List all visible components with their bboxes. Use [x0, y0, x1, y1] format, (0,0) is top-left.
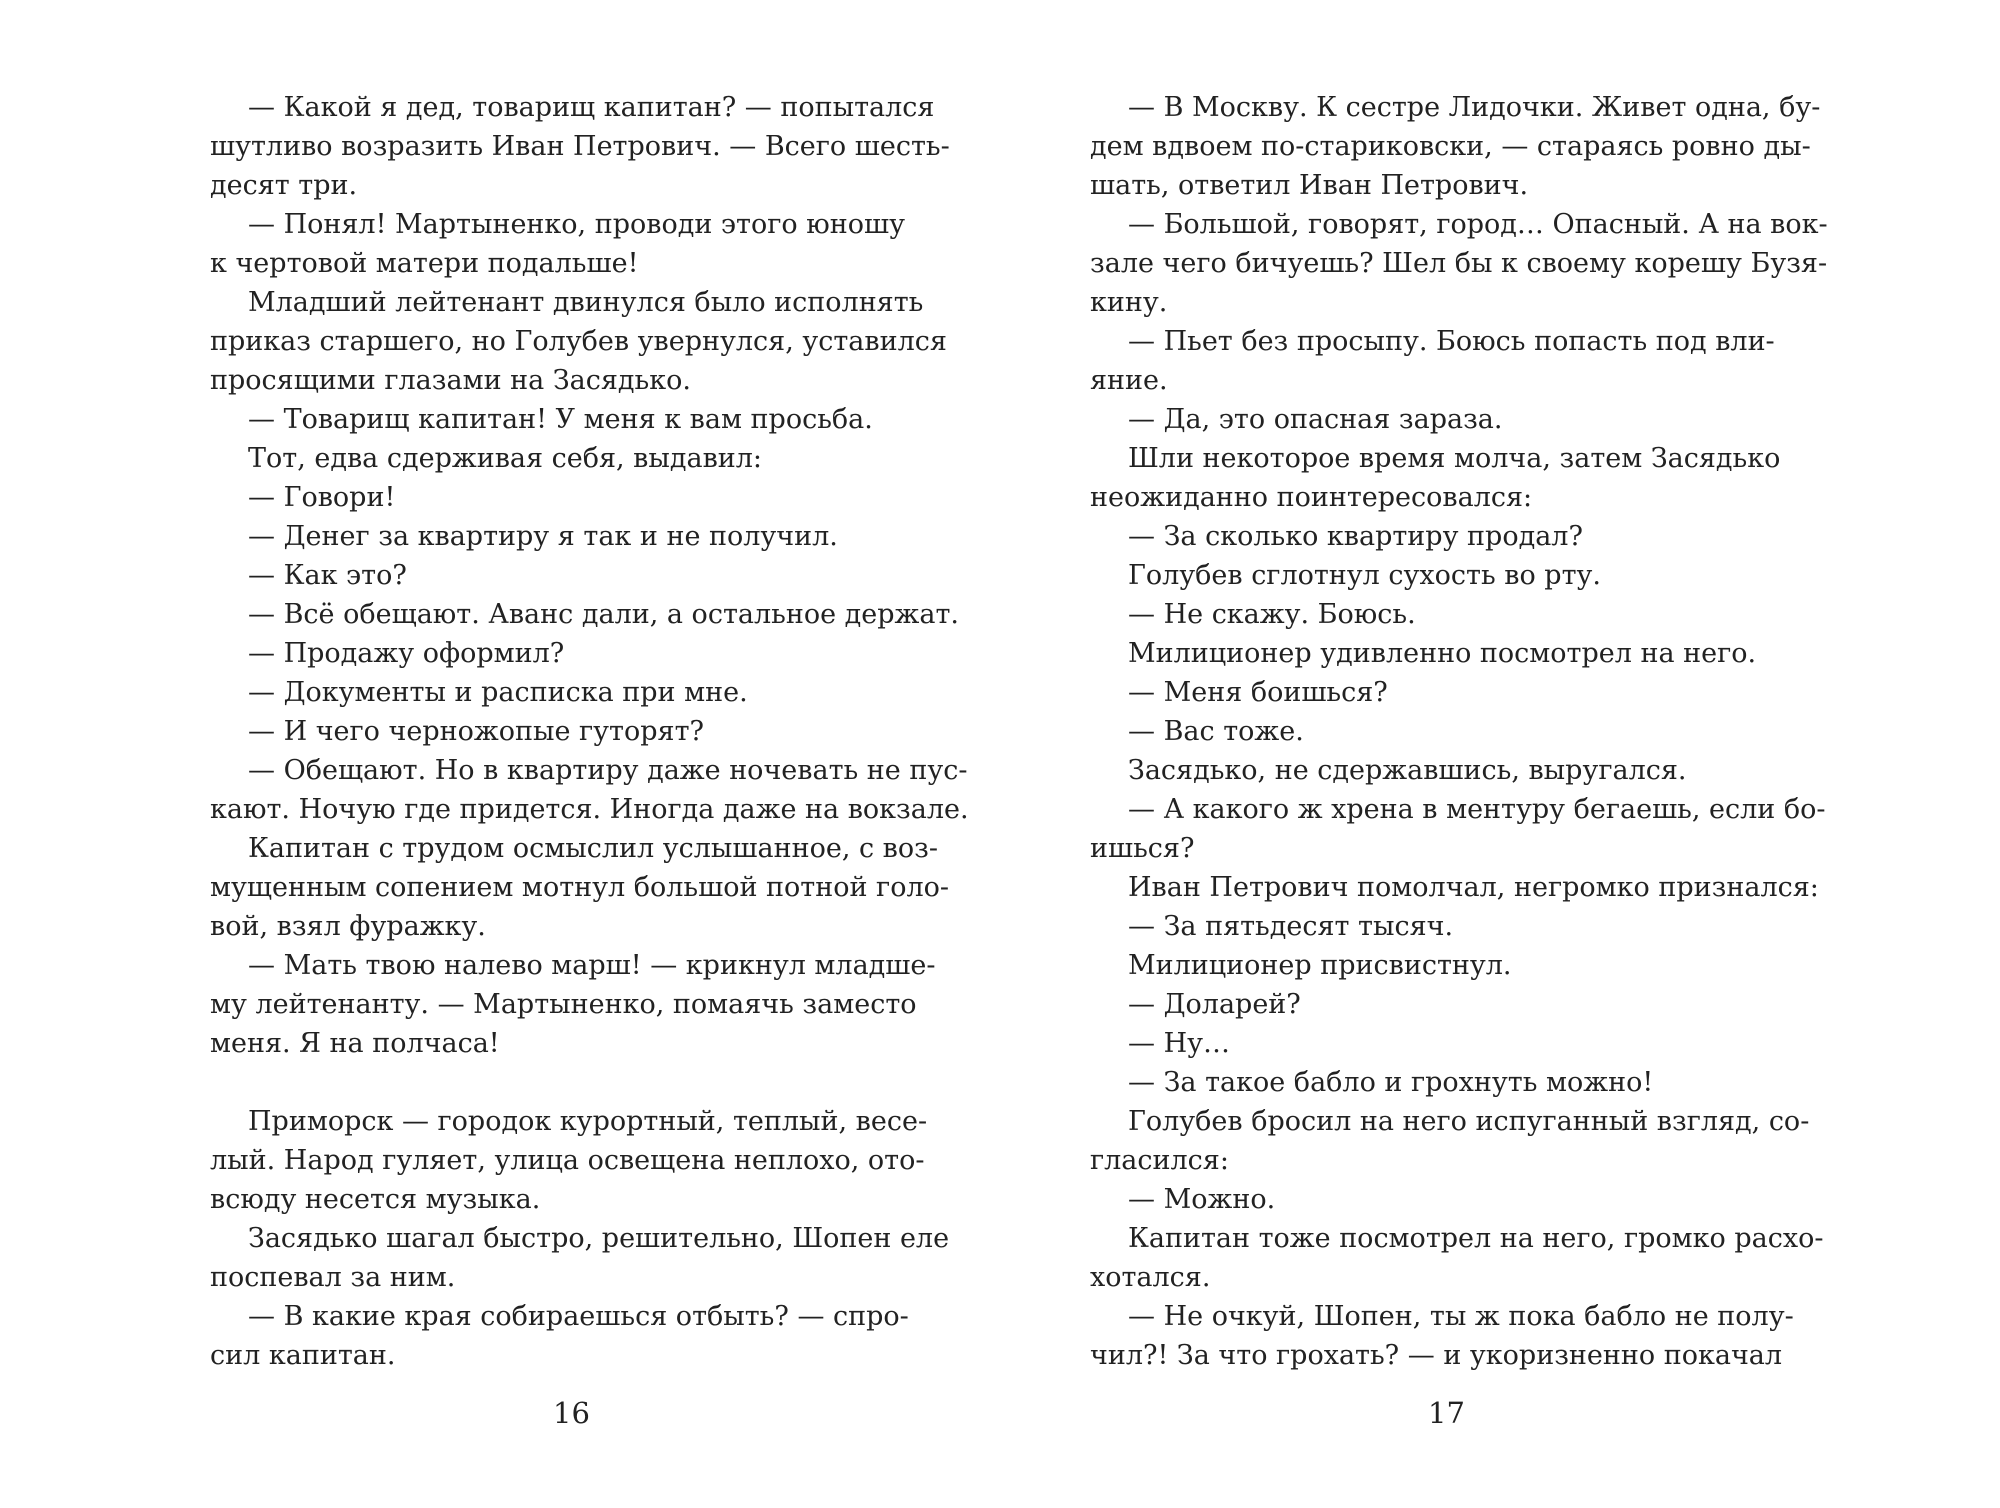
- text-line: Младший лейтенант двинулся было исполнять: [248, 287, 924, 318]
- text-line: неожиданно поинтересовался:: [1090, 482, 1533, 513]
- text-line: Капитан тоже посмотрел на него, громко расхо-: [1128, 1223, 1824, 1254]
- text-line: — Говори!: [248, 482, 396, 513]
- text-line: — Можно.: [1128, 1184, 1276, 1215]
- text-line: Тот, едва сдерживая себя, выдавил:: [248, 443, 763, 474]
- text-line: Засядько шагал быстро, решительно, Шопен еле: [248, 1223, 950, 1254]
- text-line: чил?! За что грохать? — и укоризненно покачал: [1090, 1340, 1783, 1371]
- text-line: ишься?: [1090, 833, 1195, 864]
- text-line: лый. Народ гуляет, улица освещена неплохо, ото-: [210, 1145, 925, 1176]
- text-line: Капитан с трудом осмыслил услышанное, с воз-: [248, 833, 938, 864]
- text-line: — Мать твою налево марш! — крикнул младше-: [248, 950, 936, 981]
- text-line: Иван Петрович помолчал, негромко признался:: [1128, 872, 1819, 903]
- left-page: [210, 88, 969, 1375]
- text-line: кину.: [1090, 287, 1168, 318]
- text-line: десят три.: [210, 170, 358, 201]
- text-line: — Товарищ капитан! У меня к вам просьба.: [248, 404, 873, 435]
- text-line: — Какой я дед, товарищ капитан? — попытался: [248, 92, 935, 123]
- text-line: — Вас тоже.: [1128, 716, 1304, 747]
- text-line: му лейтенанту. — Мартыненко, помаячь заместо: [210, 989, 917, 1020]
- text-line: Засядько, не сдержавшись, выругался.: [1128, 755, 1687, 786]
- text-line: шать, ответил Иван Петрович.: [1090, 170, 1529, 201]
- page-number-right: 17: [1428, 1396, 1465, 1430]
- text-line: зале чего бичуешь? Шел бы к своему корешу Бузя-: [1090, 248, 1828, 279]
- text-line: вой, взял фуражку.: [210, 911, 486, 942]
- text-line: — Меня боишься?: [1128, 677, 1388, 708]
- text-line: — Документы и расписка при мне.: [248, 677, 748, 708]
- text-line: — Всё обещают. Аванс дали, а остальное держат.: [248, 599, 959, 630]
- text-line: — За пятьдесят тысяч.: [1128, 911, 1454, 942]
- text-line: мущенным сопением мотнул большой потной голо-: [210, 872, 949, 903]
- text-line: хотался.: [1090, 1262, 1211, 1293]
- text-line: Шли некоторое время молча, затем Засядько: [1128, 443, 1781, 474]
- text-line: сил капитан.: [210, 1340, 396, 1371]
- text-line: Голубев бросил на него испуганный взгляд, со-: [1128, 1106, 1810, 1137]
- text-line: Голубев сглотнул сухость во рту.: [1128, 560, 1601, 591]
- section-break: [210, 1063, 940, 1102]
- text-line: яние.: [1090, 365, 1168, 396]
- text-line: — Пьет без просыпу. Боюсь попасть под вли-: [1128, 326, 1775, 357]
- text-line: шутливо возразить Иван Петрович. — Всего шесть-: [210, 131, 950, 162]
- text-line: — Понял! Мартыненко, проводи этого юношу: [248, 209, 905, 240]
- text-line: Милиционер присвистнул.: [1128, 950, 1512, 981]
- text-line: к чертовой матери подальше!: [210, 248, 639, 279]
- text-line: — Денег за квартиру я так и не получил.: [248, 521, 838, 552]
- text-line: Милиционер удивленно посмотрел на него.: [1128, 638, 1757, 669]
- text-line: — Не скажу. Боюсь.: [1128, 599, 1416, 630]
- text-line: приказ старшего, но Голубев увернулся, уставился: [210, 326, 947, 357]
- text-line: — Да, это опасная зараза.: [1128, 404, 1503, 435]
- text-line: дем вдвоем по-стариковски, — стараясь ровно ды-: [1090, 131, 1811, 162]
- text-line: — За сколько квартиру продал?: [1128, 521, 1583, 552]
- text-line: — И чего черножопые гуторят?: [248, 716, 704, 747]
- text-line: всюду несется музыка.: [210, 1184, 541, 1215]
- page-number-left: 16: [553, 1396, 590, 1430]
- text-line: — Обещают. Но в квартиру даже ночевать не пус-: [248, 755, 968, 786]
- text-line: меня. Я на полчаса!: [210, 1028, 500, 1059]
- text-line: — В Москву. К сестре Лидочки. Живет одна, бу-: [1128, 92, 1821, 123]
- right-page: [1090, 88, 1828, 1375]
- text-line: — А какого ж хрена в ментуру бегаешь, если бо-: [1128, 794, 1826, 825]
- text-line: кают. Ночую где придется. Иногда даже на вокзале.: [210, 794, 969, 825]
- text-line: — Доларей?: [1128, 989, 1301, 1020]
- text-line: просящими глазами на Засядько.: [210, 365, 691, 396]
- text-line: поспевал за ним.: [210, 1262, 456, 1293]
- text-line: Приморск — городок курортный, теплый, весе-: [248, 1106, 928, 1137]
- text-line: — За такое бабло и грохнуть можно!: [1128, 1067, 1654, 1098]
- text-line: — Ну…: [1128, 1028, 1231, 1059]
- text-line: — Продажу оформил?: [248, 638, 565, 669]
- text-line: — В какие края собираешься отбыть? — спро-: [248, 1301, 909, 1332]
- text-line: — Не очкуй, Шопен, ты ж пока бабло не полу-: [1128, 1301, 1794, 1332]
- text-line: — Большой, говорят, город… Опасный. А на вок-: [1128, 209, 1828, 240]
- text-line: — Как это?: [248, 560, 407, 591]
- text-line: гласился:: [1090, 1145, 1229, 1176]
